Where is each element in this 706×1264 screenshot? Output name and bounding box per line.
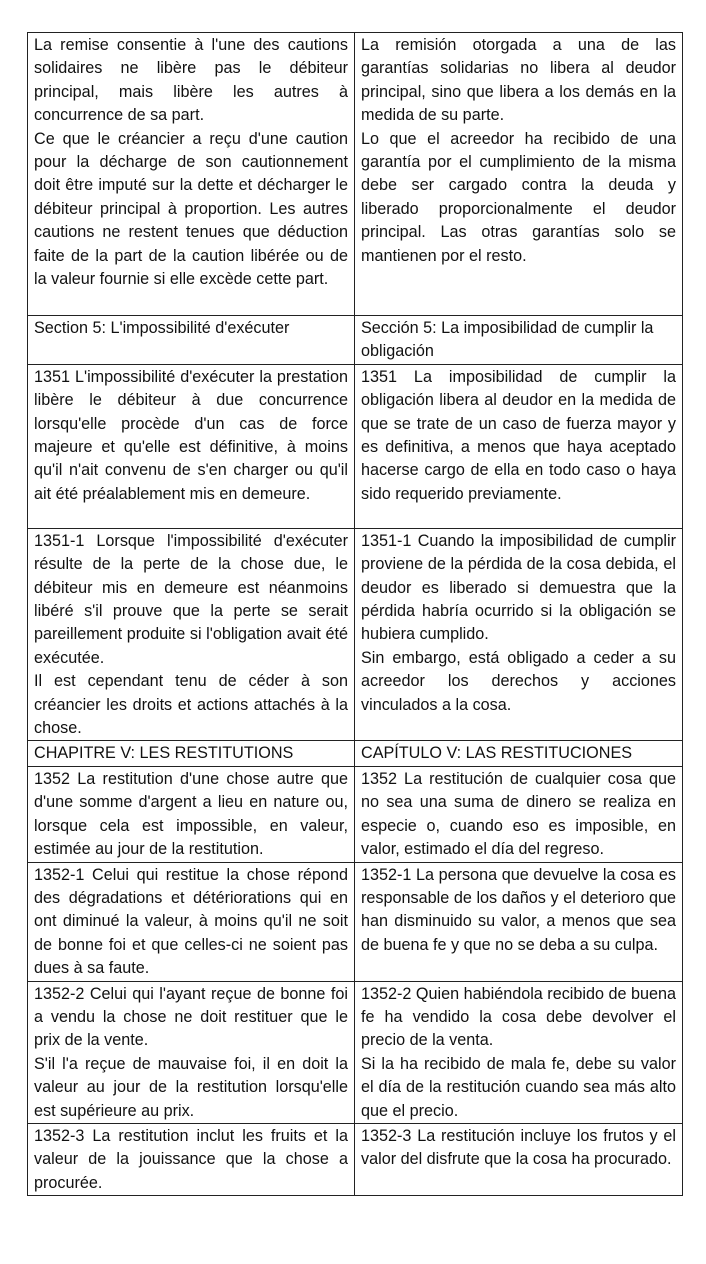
spanish-paragraph: La remisión otorgada a una de las garantías solidarias no libera al deudor principal, sino que libera a los demás en la medida de su parte. [361,36,676,125]
spanish-cell [355,33,683,316]
spanish-paragraph: 1352 La restitución de cualquier cosa que no sea una suma de dinero se realiza en especie o, cuando eso es imposible, en valor, estimado el día del regreso. [361,769,676,859]
french-paragraph: 1352-2 Celui qui l'ayant reçue de bonne foi a vendu la chose ne doit restituer que le prix de la vente. [34,984,348,1050]
table-row [28,1123,683,1195]
french-cell [28,1123,355,1195]
french-section-heading: Section 5: L'impossibilité d'exécuter [34,319,290,337]
spanish-paragraph: 1352-2 Quien habiéndola recibido de buena fe ha vendido la cosa debe devolver el precio de la venta. [361,984,677,1050]
french-chapter-heading: CHAPITRE V: LES RESTITUTIONS [34,744,294,763]
table-row [28,33,683,316]
french-cell [28,741,355,766]
french-paragraph: 1352 La restitution d'une chose autre que d'une somme d'argent a lieu en nature ou, lorsque cela est impossible, en valeur, estimée au jour de la restitution. [34,769,348,859]
french-paragraph: 1351-1 Lorsque l'impossibilité d'exécuter résulte de la perte de la chose due, le débiteur mis en demeure est néanmoins libéré s'il prouve que la perte se serait pareillement produite si l'obligation avait été exécutée. [34,531,348,667]
spanish-cell [355,741,683,766]
spanish-cell [355,316,683,365]
french-cell [28,862,355,981]
french-cell [28,528,355,741]
spanish-cell [355,1123,683,1195]
spanish-paragraph: 1352-3 La restitución incluye los frutos y el valor del disfrute que la cosa ha procurado. [361,1126,676,1169]
french-paragraph: S'il l'a reçue de mauvaise foi, il en doit la valeur au jour de la restitution lorsqu'elle est supérieure au prix. [34,1054,348,1120]
section-heading-row [28,316,683,365]
french-paragraph: 1351 L'impossibilité d'exécuter la prestation libère le débiteur à due concurrence lorsqu'elle procède d'un cas de force majeure et qu'elle est définitive, à moins qu'il n'ait convenu de s'en charger ou qu'il ait été préalablement mis en demeure. [34,367,348,503]
french-paragraph: Ce que le créancier a reçu d'une caution pour la décharge de son cautionnement doit être imputé sur la dette et décharger le débiteur principal à proportion. Les autres cautions ne restent tenues que déduction faite de la part de la caution libérée ou de la valeur fournie si elle excède cette part. [34,129,348,289]
spanish-paragraph: 1351-1 Cuando la imposibilidad de cumplir proviene de la pérdida de la cosa debida, el deudor es liberado si demuestra que la pérdida habría ocurrido si la obligación se hubiera cumplido. [361,531,676,644]
spanish-paragraph: Lo que el acreedor ha recibido de una garantía por el cumplimiento de la misma debe ser cargado contra la deuda y liberado proporcionalmente el deudor principal. Las otras garantías solo se mantienen por el resto. [361,129,676,265]
french-paragraph: La remise consentie à l'une des cautions solidaires ne libère pas le débiteur principal, mais libère les autres à concurrence de sa part. [34,36,348,125]
french-cell [28,766,355,862]
french-cell [28,981,355,1123]
bilingual-article-table [27,32,683,1196]
spanish-cell [355,364,683,528]
table-row [28,364,683,528]
spanish-paragraph: 1352-1 La persona que devuelve la cosa es responsable de los daños y el deterioro que han disminuido su valor, a menos que sea de buena fe y que no se deba a su culpa. [361,865,676,954]
chapter-heading-row [28,741,683,766]
spanish-cell [355,862,683,981]
table-row [28,528,683,741]
table-row [28,862,683,981]
french-paragraph: 1352-1 Celui qui restitue la chose répond des dégradations et détériorations qui en ont diminué la valeur, à moins qu'il ne soit de bonne foi et que celles-ci ne soient pas dues à sa faute. [34,865,348,978]
spanish-chapter-heading: CAPÍTULO V: LAS RESTITUCIONES [361,744,633,763]
spanish-section-heading: Sección 5: La imposibilidad de cumplir la obligación [361,319,654,361]
french-paragraph: 1352-3 La restitution inclut les fruits et la valeur de la jouissance que la chose a procurée. [34,1126,348,1192]
spanish-cell [355,766,683,862]
french-cell [28,316,355,365]
french-cell [28,33,355,316]
spanish-cell [355,981,683,1123]
french-cell [28,364,355,528]
spanish-paragraph: Si la ha recibido de mala fe, debe su valor el día de la restitución cuando sea más alto que el precio. [361,1054,676,1120]
table-row [28,981,683,1123]
spanish-paragraph: Sin embargo, está obligado a ceder a su acreedor los derechos y acciones vinculados a la cosa. [361,648,676,714]
french-paragraph: Il est cependant tenu de céder à son créancier les droits et actions attachés à la chose. [34,672,348,738]
table-row [28,766,683,862]
spanish-paragraph: 1351 La imposibilidad de cumplir la obligación libera al deudor en la medida de que se trate de un caso de fuerza mayor y es definitiva, a menos que haya aceptado hacerse cargo de ella en todo caso o haya sido requerido previamente. [361,367,676,503]
spanish-cell [355,528,683,741]
